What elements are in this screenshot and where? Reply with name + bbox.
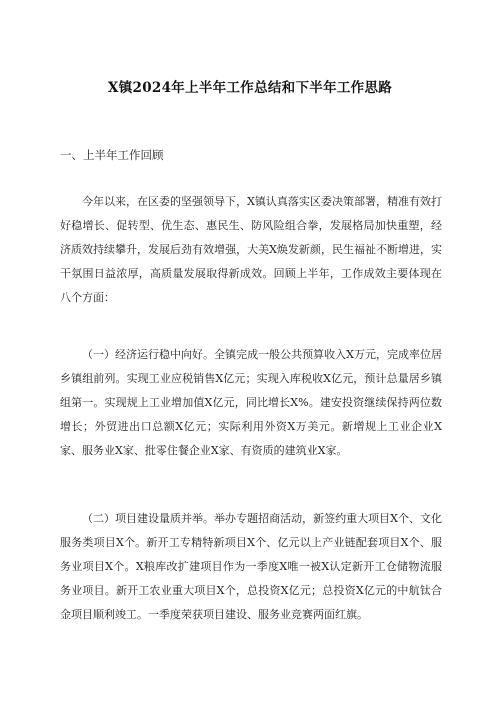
paragraph-intro: 今年以来，在区委的坚强领导下，X镇认真落实区委决策部署，精准有效打好稳增长、促转型、优生态、惠民生、防风险组合拳，发展格局加快重塑，经济质效持续攀升，发展后劲有效增强，大美X焕发新颜，民生福祉不断增进，实干氛围日益浓厚，高质量发展取得新成效。回顾上半年，工作成效主要体现在八个方面： [60,195,442,304]
document-title: X镇2024年上半年工作总结和下半年工作思路 [107,80,393,96]
section-heading: 一、上半年工作回顾 [60,148,164,162]
paragraph-economy: （一）经济运行稳中向好。全镇完成一般公共预算收入X万元，完成率位居乡镇组前列。实现工业应税销售X亿元；实现入库税收X亿元，预计总量居乡镇组第一。实现规上工业增加值X亿元，同比增长X%。建安投资继续保持两位数增长；外贸进出口总额X亿元；实际利用外资X万美元。新增规上工业企业X家、服务业X家、批零住餐企业X家、有资质的建筑业X家。 [60,348,442,457]
paragraph-projects: （二）项目建设量质并举。举办专题招商活动，新签约重大项目X个、文化服务类项目X个。新开工专精特新项目X个、亿元以上产业链配套项目X个、服务业项目X个。X粮库改扩建项目作为一季度X唯一被X认定新开工仓储物流服务业项目。新开工农业重大项目X个，总投资X亿元；总投资X亿元的中航钛合金项目顺利竣工。一季度荣获项目建设、服务业竞赛两面红旗。 [60,512,442,621]
